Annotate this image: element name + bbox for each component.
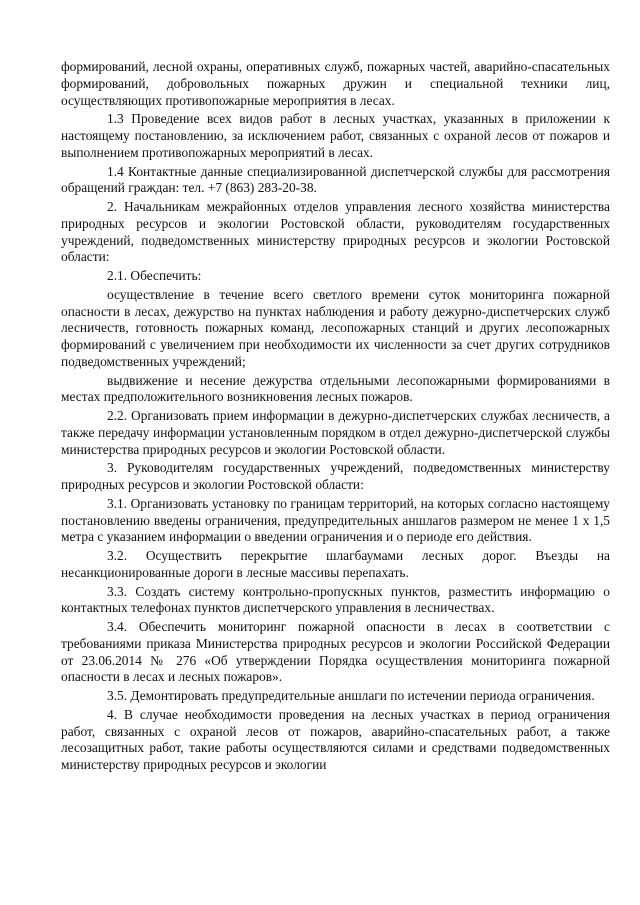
paragraph-1-3: 1.3 Проведение всех видов работ в лесных участках, указанных в приложении к настоящему постановлению, за исключением работ, связанных с охраной лесов от пожаров и выполнением противопожарных мероприятий в лесах. [61, 111, 610, 160]
paragraph-4: 4. В случае необходимости проведения на лесных участках в период ограничения работ, связанных с охраной лесов от пожаров, аварийно-спасательных работ, а также лесозащитных работ, такие работы осуществляются силами и средствами подведомственных министерству природных ресурсов и экологии [61, 706, 610, 772]
paragraph-continuation: формирований, лесной охраны, оперативных служб, пожарных частей, аварийно-спасательных формирований, добровольных пожарных дружин и специальной техники лиц, осуществляющих противопожарные мероприятия в лесах. [61, 59, 610, 108]
paragraph-3: 3. Руководителям государственных учреждений, подведомственных министерству природных ресурсов и экологии Ростовской области: [61, 460, 610, 492]
paragraph-3-4: 3.4. Обеспечить мониторинг пожарной опасности в лесах в соответствии с требованиями приказа Министерства природных ресурсов и экологии Российской Федерации от 23.06.2014 № 276 «Об утверждении Порядка осуществления мониторинга пожарной опасности в лесах и лесных пожаров». [61, 619, 610, 685]
paragraph-3-3: 3.3. Создать систему контрольно-пропускных пунктов, разместить информацию о контактных телефонах пунктов диспетчерского управления в лесничествах. [61, 583, 610, 616]
paragraph-2-1-item-1: осуществление в течение всего светлого времени суток мониторинга пожарной опасности в лесах, дежурство на пунктах наблюдения и работу дежурно-диспетчерских служб лесничеств, готовность пожарных команд, лесопожарных станций и других лесопожарных формирований с увеличением при необходимости их численности за счет других сотрудников подведомственных учреждений; [61, 286, 610, 369]
paragraph-1-4: 1.4 Контактные данные специализированной диспетчерской службы для рассмотрения обращений граждан: тел. +7 (863) 283-20-38. [61, 163, 610, 196]
paragraph-2-1-item-2: выдвижение и несение дежурства отдельными лесопожарными формированиями в местах предположительного возникновения лесных пожаров. [61, 372, 610, 405]
paragraph-3-1: 3.1. Организовать установку по границам территорий, на которых согласно настоящему постановлению введены ограничения, предупредительных аншлагов размером не менее 1 х 1,5 метра с указанием информации о введении ограничения и о периоде его действия. [61, 495, 610, 545]
document-body [61, 59, 610, 774]
paragraph-2: 2. Начальникам межрайонных отделов управления лесного хозяйства министерства природных ресурсов и экологии Ростовской области, руководителям государственных учреждений, подведомственных министерству природных ресурсов и экологии Ростовской области: [61, 199, 610, 265]
paragraph-2-2: 2.2. Организовать прием информации в дежурно-диспетчерских службах лесничеств, а также передачу информации установленным порядком в отдел дежурно-диспетчерской службы министерства природных ресурсов и экологии Ростовской области. [61, 408, 610, 457]
paragraph-3-2: 3.2. Осуществить перекрытие шлагбаумами лесных дорог. Въезды на несанкционированные дороги в лесные массивы перепахать. [61, 548, 610, 580]
paragraph-2-1: 2.1. Обеспечить: [107, 268, 202, 283]
paragraph-3-5: 3.5. Демонтировать предупредительные аншлаги по истечении периода ограничения. [107, 688, 595, 703]
